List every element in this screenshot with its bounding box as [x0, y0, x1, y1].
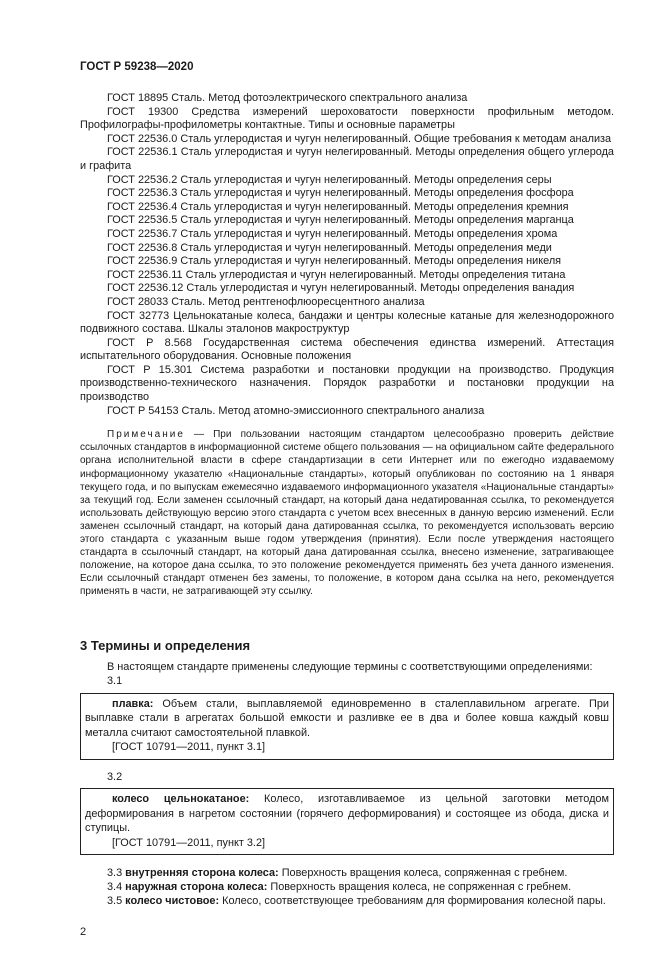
reference-item: ГОСТ Р 15.301 Система разработки и постановки продукции на производство. Продукция производственно-технического назначения. Порядок разработки и постановки продукции на производство — [80, 363, 614, 404]
term-source: [ГОСТ 10791—2011, пункт 3.1] — [112, 741, 266, 754]
reference-item: ГОСТ 18895 Сталь. Метод фотоэлектрического спектрального анализа — [107, 92, 468, 104]
term-number: 3.1 — [107, 675, 123, 688]
term-name: плавка: — [112, 697, 154, 710]
term-name: колесо цельнокатаное: — [112, 793, 250, 806]
reference-item: ГОСТ 22536.8 Сталь углеродистая и чугун нелегированный. Методы определения меди — [107, 241, 552, 254]
reference-item: ГОСТ 28033 Сталь. Метод рентгенофлюоресцентного анализа — [107, 295, 425, 308]
reference-item: ГОСТ Р 54153 Сталь. Метод атомно-эмиссионного спектрального анализа — [107, 404, 485, 417]
reference-item: ГОСТ 19300 Средства измерений шероховатости поверхности профильным методом. Профилографы-профилометры контактные. Типы и основные параметры — [80, 105, 614, 132]
page-body — [80, 92, 614, 979]
reference-item: ГОСТ 22536.0 Сталь углеродистая и чугун нелегированный. Общие требования к методам анализа — [107, 132, 612, 145]
term-definition: Объем стали, выплавляемой единовременно в сталеплавильном агрегате. При выплавке стали в агрегатах большой емкости и разливке ее в два и более ковша каждый ковш металла считают самостоятельной плавкой. — [85, 697, 609, 739]
section-intro: В настоящем стандарте применены следующие термины с соответствующими определениями: 3.1 — [80, 661, 614, 688]
term-source: [ГОСТ 10791—2011, пункт 3.2] — [112, 836, 266, 849]
term-number: 3.2 — [107, 771, 123, 784]
page-number: 2 — [80, 926, 87, 939]
term-item: 3.5 колесо чистовое: Колесо, соответствующее требованиям для формирования колесной пары. — [107, 894, 606, 907]
reference-item: ГОСТ 22536.7 Сталь углеродистая и чугун нелегированный. Методы определения хрома — [107, 227, 558, 240]
term-box-3-2 — [80, 788, 614, 855]
term-item: 3.4 наружная сторона колеса: Поверхность вращения колеса, не сопряженная с гребнем. — [107, 881, 572, 893]
reference-item: ГОСТ 32773 Цельнокатаные колеса, бандажи и центры колесные катаные для железнодорожного подвижного состава. Шкалы эталонов макроструктур — [80, 309, 614, 336]
normative-references-list — [80, 92, 614, 418]
reference-item: ГОСТ 22536.2 Сталь углеродистая и чугун нелегированный. Методы определения серы — [107, 173, 552, 186]
term-box-3-1 — [80, 693, 614, 760]
reference-item: ГОСТ 22536.4 Сталь углеродистая и чугун нелегированный. Методы определения кремния — [107, 200, 569, 213]
term-item: 3.3 внутренняя сторона колеса: Поверхность вращения колеса, сопряженная с гребнем. — [107, 867, 568, 880]
document-header: ГОСТ Р 59238—2020 — [80, 61, 194, 73]
section-title: 3 Термины и определения — [80, 638, 251, 654]
terms-list — [80, 867, 614, 908]
reference-item: ГОСТ 22536.5 Сталь углеродистая и чугун нелегированный. Методы определения марганца — [107, 214, 574, 227]
note-paragraph — [80, 428, 614, 598]
reference-item: ГОСТ 22536.3 Сталь углеродистая и чугун нелегированный. Методы определения фосфора — [107, 187, 574, 200]
reference-item: ГОСТ 22536.12 Сталь углеродистая и чугун нелегированный. Методы определения ванадия — [107, 282, 575, 295]
reference-item: ГОСТ 22536.11 Сталь углеродистая и чугун нелегированный. Методы определения титана — [107, 268, 566, 281]
note-label: Примечание — [107, 429, 185, 441]
reference-item: ГОСТ 22536.1 Сталь углеродистая и чугун нелегированный. Методы определения общего углерода и графита — [80, 146, 614, 172]
reference-item: ГОСТ Р 8.568 Государственная система обеспечения единства измерений. Аттестация испытательного оборудования. Основные положения — [80, 336, 614, 363]
reference-item: ГОСТ 22536.9 Сталь углеродистая и чугун нелегированный. Методы определения никеля — [107, 255, 562, 268]
term-definition: Колесо, изготавливаемое из цельной заготовки методом деформирования в нагретом состоянии (горячего деформирования) и состоящее из обода, диска и ступицы. — [85, 793, 609, 835]
note-text: — При пользовании настоящим стандартом целесообразно проверить действие ссылочных стандартов в информационной системе общего пользования — на официальном сайте федерального органа исполнительной власти в сфере стандартизации в сети Интернет или по ежегодно издаваемому информационному указателю «Национальные стандарты», который опубликован по состоянию на 1 января текущего года, и по выпускам ежемесячно издаваемого информационного указателя «Национальные стандарты» за текущий год. Если заменен ссылочный стандарт, на который дана недатированная ссылка, то рекомендуется использовать действующую версию этого стандарта с учетом всех внесенных в данную версию изменений. Если заменен ссылочный стандарт, на который дана датированная ссылка, то рекомендуется использовать версию этого стандарта с указанным выше годом утверждения (принятия). Если после утверждения настоящего стандарта в ссылочный стандарт, на который дана датированная ссылка, внесено изменение, затрагивающее положение, на которое дана ссылка, то это положение рекомендуется применять без учета данного изменения. Если ссылочный стандарт отменен без замены, то положение, в котором дана ссылка на него, рекомендуется применять в части, не затрагивающей эту ссылку. — [80, 429, 614, 598]
